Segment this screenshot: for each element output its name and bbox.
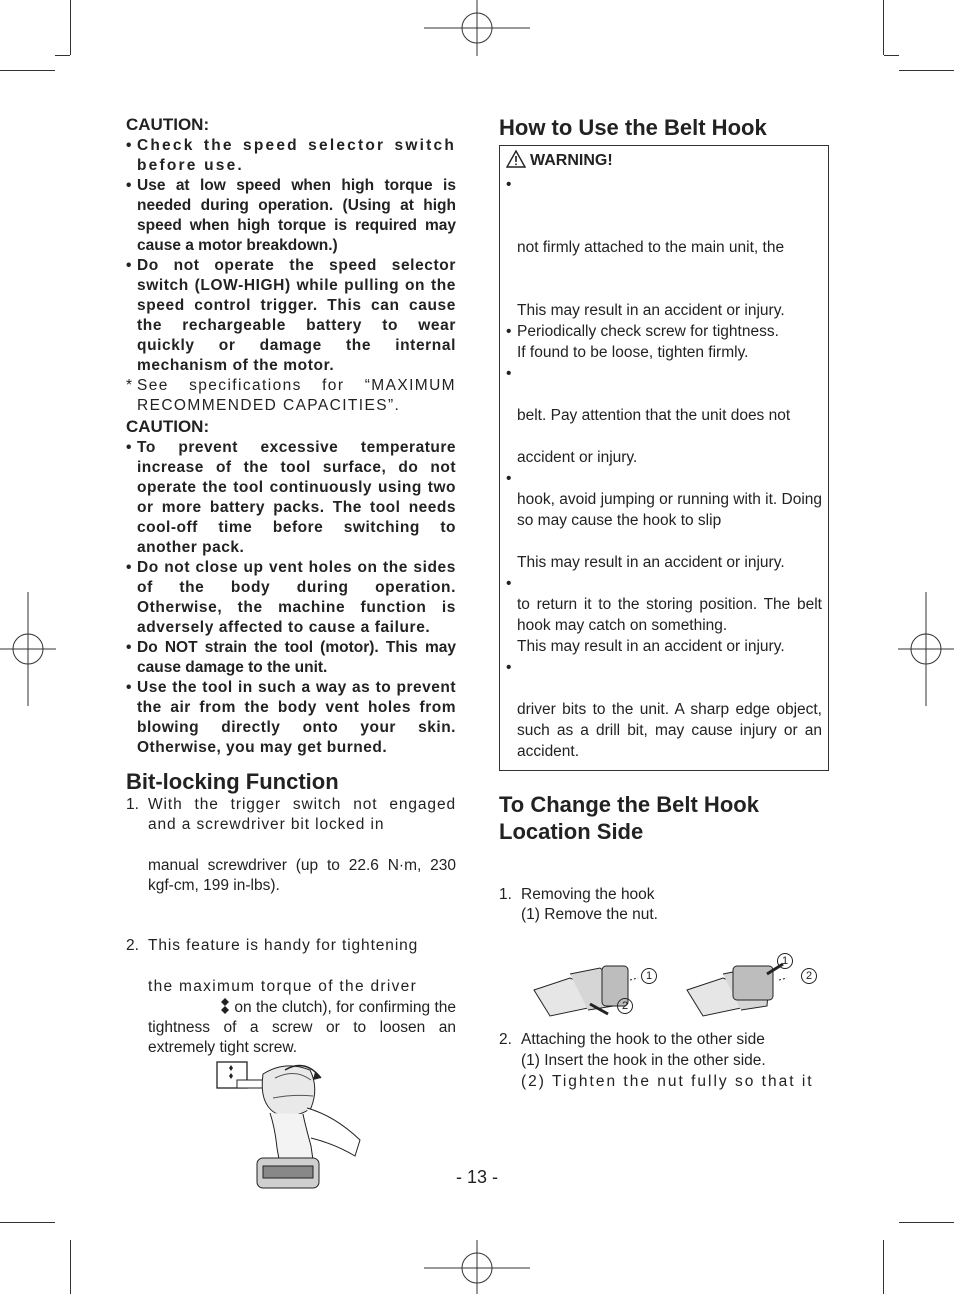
page-number: - 13 - (455, 1167, 498, 1187)
callout-1: 1 (777, 953, 793, 969)
callout-1: 1 (641, 968, 657, 984)
warning-item: • driver bits to the unit. A sharp edge object, such as a drill bit, may cause injury or an accident. (506, 659, 822, 760)
bitlock-step: 2. This feature is handy for tightening the maximum torque of the driver on the clutch), for confirming the tightness of a screw or to loosen an extremely tight screw. (126, 937, 456, 1056)
registration-mark-bottom (424, 1240, 530, 1294)
callout-2: 2 (801, 968, 817, 984)
change-hook-heading: To Change the Belt Hook Location Side (499, 792, 759, 844)
registration-mark-top (424, 0, 530, 56)
belt-hook-heading: How to Use the Belt Hook (499, 115, 767, 140)
caution-item: • Do NOT strain the tool (motor). This may cause damage to the unit. (126, 639, 456, 676)
warning-item: • hook, avoid jumping or running with it. Doing so may cause the hook to slip This may result in an accident or injury. (506, 470, 823, 571)
bit-locking-heading: Bit-locking Function (126, 769, 339, 794)
caution-item: • Check the speed selector switch before use. (126, 137, 456, 174)
registration-mark-right (898, 592, 954, 706)
belt-hook-illustration-1 (530, 960, 660, 1026)
bit-locking-illustration (215, 1058, 365, 1193)
warning-label: WARNING! (530, 152, 613, 169)
spec-note: * See specifications for “MAXIMUM RECOMMENDED CAPACITIES”. (126, 377, 456, 414)
change-step: 2. Attaching the hook to the other side (1) Insert the hook in the other side. (2) Tighten the nut fully so that it (499, 1031, 814, 1090)
right-column (499, 114, 829, 1092)
left-column (126, 114, 456, 1058)
callout-2: 2 (617, 998, 633, 1014)
warning-item: • Periodically check screw for tightness. If found to be loose, tighten firmly. (506, 323, 779, 361)
warning-box (499, 145, 829, 771)
caution-item: • Do not close up vent holes on the sides of the body during operation. Otherwise, the machine function is adversely affected to cause a failure. (126, 559, 456, 636)
warning-item: • belt. Pay attention that the unit does not accident or injury. (506, 365, 791, 466)
warning-triangle-icon (506, 150, 526, 168)
caution-item: • Use at low speed when high torque is needed during operation. (Using at high speed when high torque is required may cause a motor breakdown.) (126, 177, 456, 254)
clutch-drill-icon (220, 997, 230, 1015)
warning-item: • to return it to the storing position. The belt hook may catch on something. This may result in an accident or injury. (506, 575, 822, 655)
caution-heading: CAUTION: (126, 115, 210, 134)
caution-item: • To prevent excessive temperature increase of the tool surface, do not operate the tool continuously using two or more battery packs. The tool needs cool-off time before switching to another pack. (126, 439, 456, 556)
belt-hook-illustration-2 (683, 960, 813, 1026)
caution-heading: CAUTION: (126, 417, 210, 436)
warning-item: • not firmly attached to the main unit, the This may result in an accident or injury. (506, 176, 785, 319)
change-step: 1. Removing the hook (1) Remove the nut. (499, 886, 658, 923)
bitlock-step: 1. With the trigger switch not engaged and a screwdriver bit locked in manual screwdriver (up to 22.6 N·m, 230 kgf-cm, 199 in-lbs). (126, 796, 456, 894)
caution-item: • Do not operate the speed selector switch (LOW-HIGH) while pulling on the speed control trigger. This can cause the rechargeable battery to wear quickly or damage the internal mechanism of the motor. (126, 257, 456, 374)
caution-item: • Use the tool in such a way as to prevent the air from the body vent holes from blowing directly onto your skin. Otherwise, you may get burned. (126, 679, 456, 756)
registration-mark-left (0, 592, 56, 706)
